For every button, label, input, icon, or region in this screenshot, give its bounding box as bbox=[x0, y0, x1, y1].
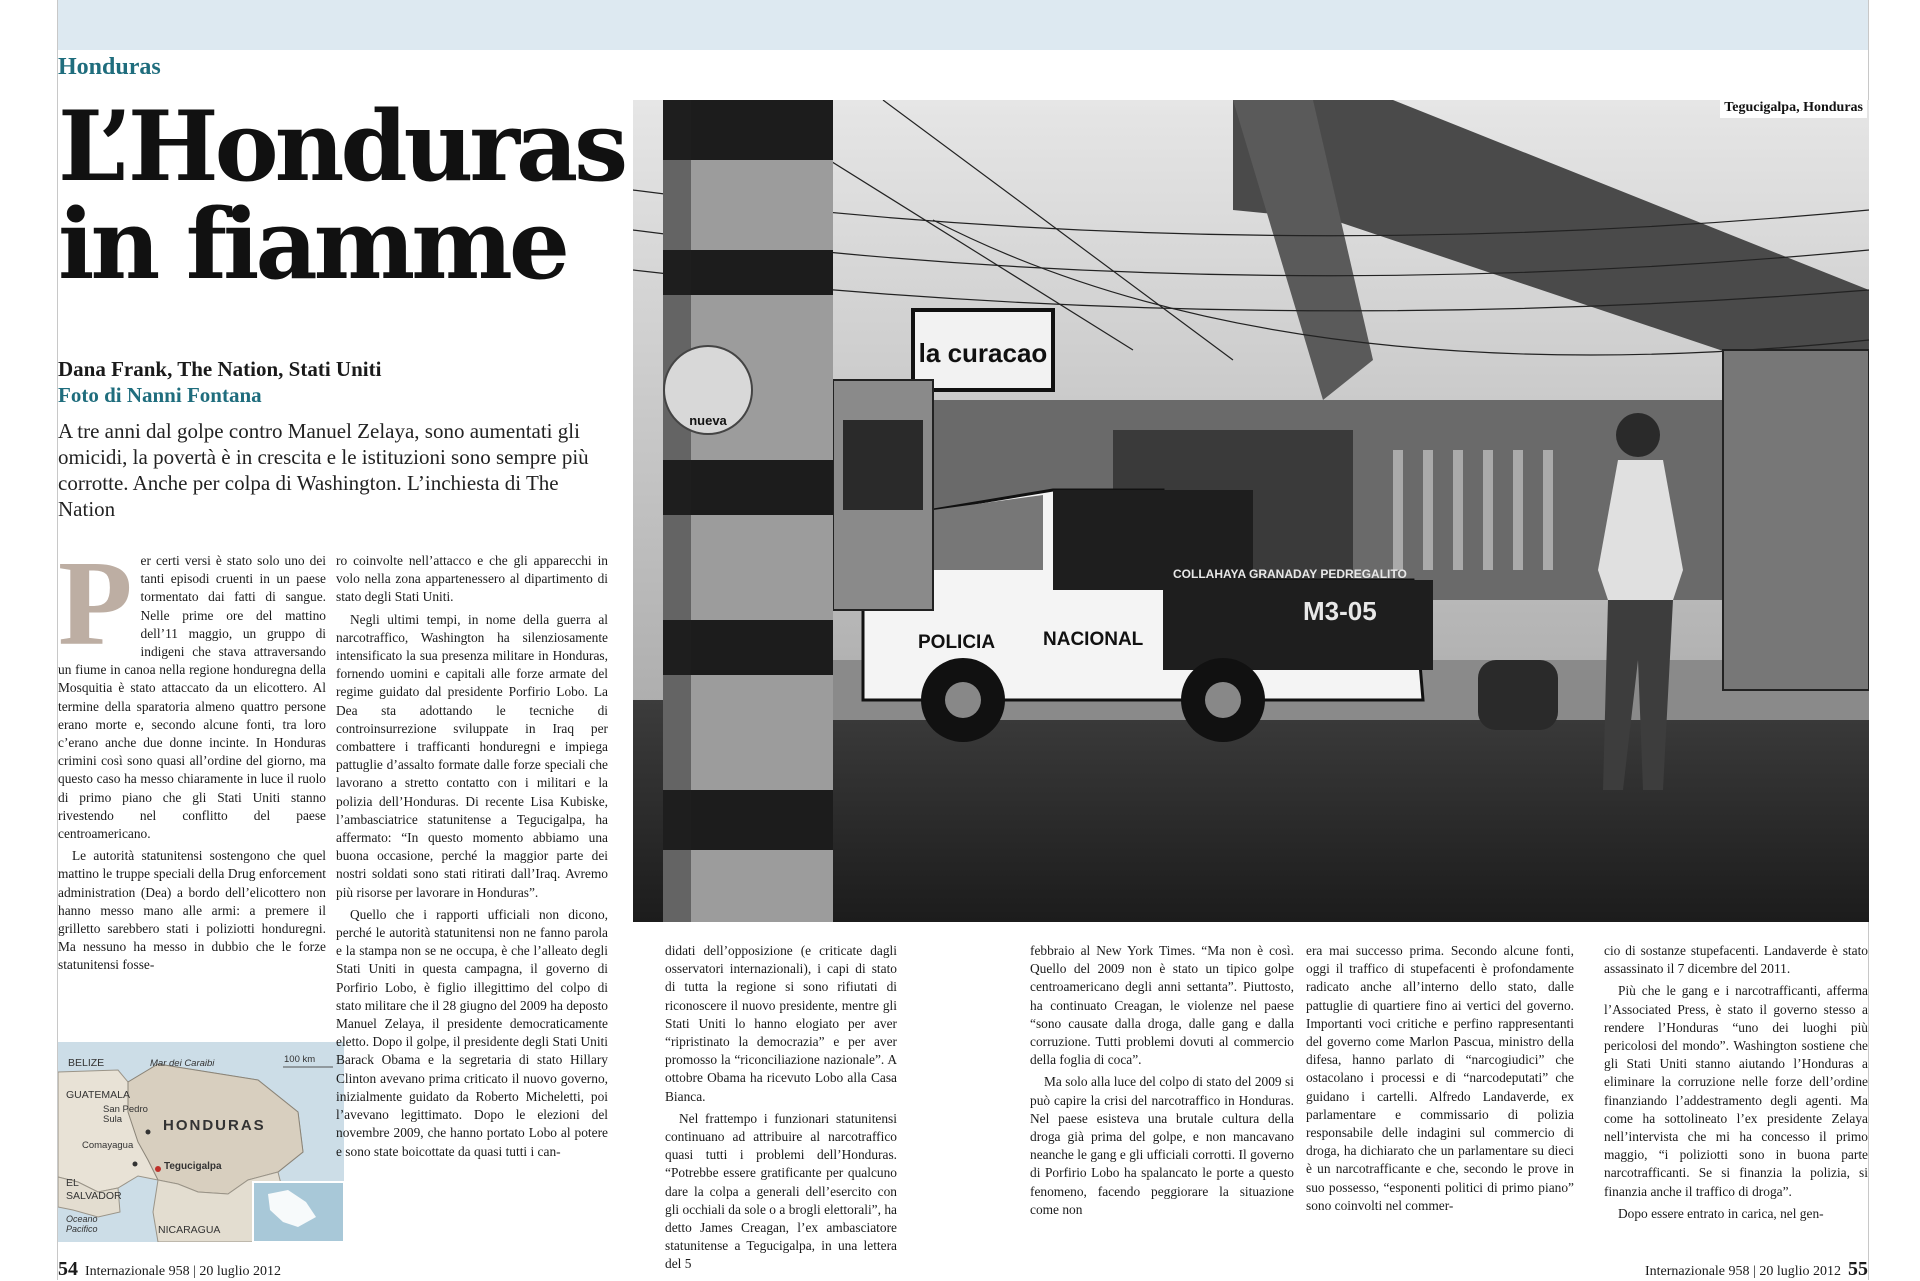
issue-date: 20 luglio 2012 bbox=[1759, 1264, 1841, 1279]
headline: L’Honduras in fiamme bbox=[58, 90, 625, 301]
map-label-ocean: Oceano Pacifico bbox=[66, 1214, 98, 1234]
drop-cap: P bbox=[58, 536, 133, 671]
page-number-right: 55 bbox=[1848, 1258, 1868, 1280]
street-scene-photo bbox=[633, 100, 1869, 922]
body-column-5 bbox=[1306, 942, 1574, 1219]
map-label-guatemala: GUATEMALA bbox=[66, 1089, 130, 1101]
body-column-4 bbox=[1030, 942, 1294, 1223]
paragraph: febbraio al New York Times. “Ma non è così. Quello del 2009 non è stato un tipico golpe centroamericano degli anni settanta”. Piuttosto, ha continuato Creagan, le violenze nel paese “sono causate dalla droga, dalle gang e dalla corruzione. Tutti problemi dovuti al commercio della foglia di coca”. bbox=[1030, 943, 1294, 1068]
truck-route-text: COLLAHAYA GRANADAY PEDREGALITO bbox=[1173, 567, 1407, 581]
map-label-el-salvador: EL SALVADOR bbox=[66, 1177, 122, 1202]
page-number-left: 54 bbox=[58, 1258, 78, 1280]
body-column-6 bbox=[1604, 942, 1868, 1227]
photo-location-caption: Tegucigalpa, Honduras bbox=[1720, 98, 1867, 118]
footer-separator: | bbox=[1753, 1264, 1756, 1279]
map-label-honduras: HONDURAS bbox=[163, 1117, 266, 1134]
map-label-san-pedro: San Pedro Sula bbox=[103, 1104, 148, 1125]
paragraph: era mai successo prima. Secondo alcune fonti, oggi il traffico di stupefacenti è profondamente radicato anche all’interno dello stato, dalle pattuglie di quartiere fino ai vertici del governo. Importanti voci critiche e perfino rappresentanti del governo come Marlon Pascua, ministro della difesa, hanno parlato di “narcogiudici” che ostacolano i processi e di “narcodeputati” che guidano i cartelli. Alfredo Landaverde, ex parlamentare e commissario di polizia responsabile delle indagini sul commercio di droga, ha dichiarato che un parlamentare su dieci è un narcotrafficante e che, secondo le prove in suo possesso, “esponenti politici di primo piano” sono coinvolti nel commer- bbox=[1306, 943, 1574, 1213]
magazine-issue: Internazionale 958 bbox=[85, 1264, 190, 1279]
map-label-belize: BELIZE bbox=[68, 1057, 105, 1069]
paragraph: ro coinvolte nell’attacco e che gli apparecchi in volo nella zona appartenessero al dipartimento di stato degli Stati Uniti. bbox=[336, 553, 608, 605]
byline: Dana Frank, The Nation, Stati Uniti bbox=[58, 357, 382, 381]
truck-label-nacional: NACIONAL bbox=[1043, 629, 1144, 650]
paragraph: didati dell’opposizione (e criticate dagli osservatori internazionali), i capi di stato di tutta la regione si sono rifiutati di riconoscere il nuovo presidente, mentre gli Stati Uniti lo hanno elogiato per aver “ripristinato la democrazia” e per aver promosso la “riconciliazione nazionale”. A ottobre Obama ha ricevuto Lobo alla Casa Bianca. bbox=[665, 943, 897, 1104]
paragraph: Dopo essere entrato in carica, nel gen- bbox=[1618, 1205, 1824, 1221]
body-column-1 bbox=[58, 536, 326, 979]
locator-map bbox=[58, 1042, 344, 1242]
main-photo bbox=[633, 100, 1869, 922]
paragraph: cio di sostanze stupefacenti. Landaverde è stato assassinato il 7 dicembre del 2011. bbox=[1604, 943, 1868, 977]
section-label: Honduras bbox=[58, 54, 161, 80]
standfirst: A tre anni dal golpe contro Manuel Zelaya, sono aumentati gli omicidi, la povertà è in crescita e le istituzioni sono sempre più corrotte. Anche per colpa di Washington. L’inchiesta di The Nation bbox=[58, 419, 589, 521]
paragraph: Più che le gang e i narcotrafficanti, afferma l’Associated Press, è stato il governo stesso a rendere l’Honduras “uno dei luoghi più pericolosi del mondo”. Washington sostiene che gli Stati Uniti stanno aiutando l’Honduras a eliminare la corruzione nelle forze dell’ordine finanziando l’addestramento degli agenti. Ma come ha sottolineato l’ex presidente Zelaya nell’intervista che mi ha concesso il primo maggio, “i poliziotti sono in buona parte narcotrafficanti. Se si finanzia la polizia, si finanzia anche il traffico di droga”. bbox=[1604, 983, 1868, 1199]
body-column-2 bbox=[336, 552, 608, 1165]
map-label-nicaragua: NICARAGUA bbox=[158, 1224, 221, 1236]
top-color-band bbox=[57, 0, 1869, 50]
paragraph: Per certi versi è stato solo uno dei tanti episodi cruenti in un paese tormentato dai fatti di sangue. Nelle prime ore del mattino dell’11 maggio, un gruppo di indigeni che stava attraversando un fiume in canoa nella regione honduregna della Mosquitia è stato attaccato da un elicottero. Al termine della sparatoria almeno quattro persone erano morte e, secondo alcune fonti, tra loro c’erano anche due donne incinte. In Honduras crimini così sono quasi all’ordine del giorno, ma questo caso ha messo chiaramente in luce il ruolo di primo piano che gli Stati Uniti stanno rivestendo nel conflitto del paese centroamericano. bbox=[58, 536, 326, 842]
paragraph: Quello che i rapporti ufficiali non dicono, perché le autorità statunitensi non ne fanno parola e la stampa non se ne occupa, è che l’alleato degli Stati Uniti in questa campagna, il governo di Porfirio Lobo, è figlio illegittimo del colpo di stato militare che il 28 giugno del 2009 ha deposto Manuel Zelaya, il presidente democraticamente eletto. Dopo il golpe, il presidente degli Stati Uniti Barack Obama e la segretaria di stato Hillary Clinton avevano prima criticato il nuovo governo, inizialmente guidato da Roberto Micheletti, poi l’avevano legittimato. Dopo le elezioni del novembre 2009, che hanno portato Lobo al potere e sono state boicottate da quasi tutti i can- bbox=[336, 906, 608, 1159]
map-label-scale: 100 km bbox=[284, 1054, 316, 1065]
photo-credit: Foto di Nanni Fontana bbox=[58, 383, 262, 407]
truck-label-policia: POLICIA bbox=[918, 632, 996, 653]
map-label-tegucigalpa: Tegucigalpa bbox=[164, 1161, 222, 1172]
shop-sign-text: la curacao bbox=[918, 338, 1048, 368]
body-column-3 bbox=[665, 942, 897, 1278]
paragraph: Ma solo alla luce del colpo di stato del 2009 si può capire la crisi del narcotraffico in Honduras. Nel paese esisteva una brutale cultura della droga già prima del golpe, e non mancavano neanche le gang e gli ufficiali corrotti. Il governo di Porfirio Lobo ha spalancato le porte a questo fenomeno, facendo peggiorare la situazione come non bbox=[1030, 1074, 1294, 1217]
issue-date: 20 luglio 2012 bbox=[199, 1264, 282, 1279]
footer-right bbox=[1645, 1258, 1868, 1281]
sticker-text: nueva bbox=[689, 413, 727, 428]
footer-separator: | bbox=[193, 1264, 196, 1279]
truck-code-text: M3-05 bbox=[1303, 596, 1377, 626]
paragraph: Nel frattempo i funzionari statunitensi continuano ad attribuire al narcotraffico quasi tutti i problemi dell’Honduras. “Potrebbe essere gratificante per qualcuno dare la colpa a generali dell’esercito con gli occhiali da sole o a brogli elettorali”, ha detto James Creagan, l’ex ambasciatore statunitense a Tegucigalpa, in una lettera del 5 bbox=[665, 1110, 897, 1272]
footer-left bbox=[58, 1258, 281, 1281]
paragraph: Le autorità statunitensi sostengono che quel mattino le truppe speciali della Drug enforcement administration (Dea) a bordo dell’elicottero non hanno messo mano alle armi: a premere il grilletto sarebbero stati i poliziotti honduregni. Ma nessuno ha messo in dubbio che le forze statunitensi fosse- bbox=[58, 848, 326, 973]
map-label-sea: Mar dei Caraibi bbox=[150, 1058, 215, 1069]
paragraph: Negli ultimi tempi, in nome della guerra al narcotraffico, Washington ha silenziosamente intensificato la sua presenza militare in Honduras, fornendo uomini e capitali alle forze armate del regime guidato dal presidente Porfirio Lobo. La Dea sta adottando le tecniche di controinsurrezione sviluppate in Iraq per combattere i trafficanti honduregni e impiega pattuglie d’assalto formate dalle forze speciali che lavorano a stretto contatto con i militari e la polizia dell’Honduras. Di recente Lisa Kubiske, l’ambasciatrice statunitense a Tegucigalpa, ha affermato: “In questo momento abbiamo una buona occasione, perché la maggior parte dei nostri soldati sono stati ritirati dall’Iraq. Avremo più risorse per lavorare in Honduras”. bbox=[336, 611, 608, 900]
map-label-comayagua: Comayagua bbox=[82, 1140, 134, 1151]
magazine-issue: Internazionale 958 bbox=[1644, 1264, 1750, 1279]
